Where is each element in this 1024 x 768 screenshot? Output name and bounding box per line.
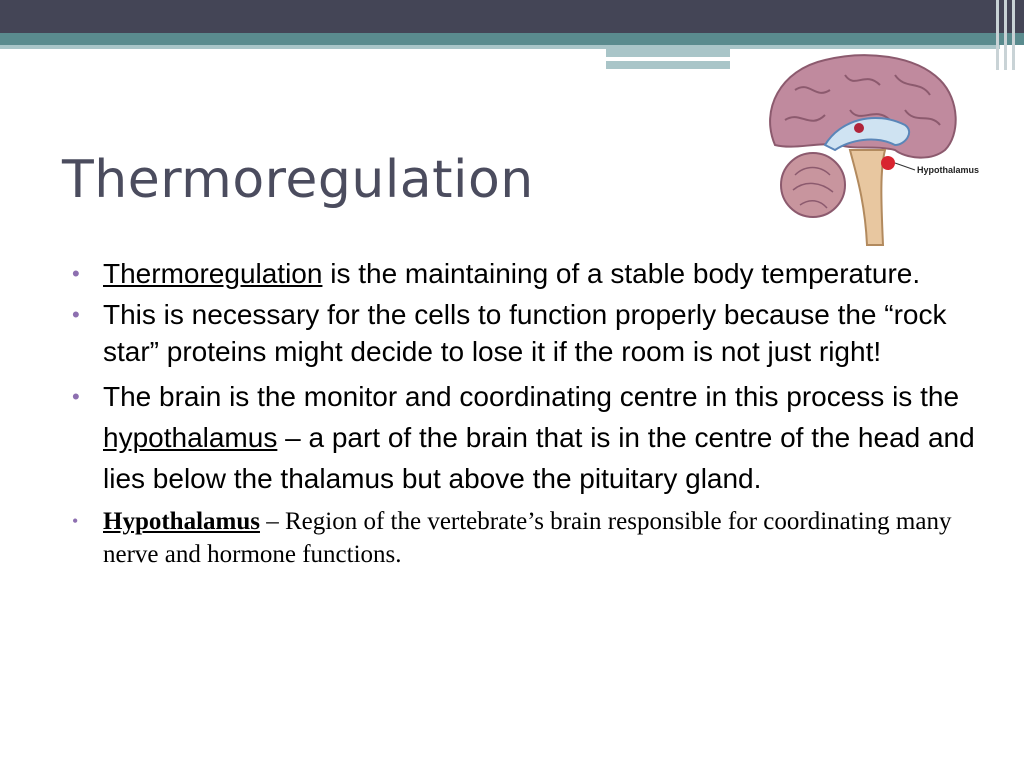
bullet-text: This is necessary for the cells to function properly because the “rock star” proteins might decide to lose it if the room is not just right!	[103, 299, 947, 367]
accent-block-lower	[606, 61, 730, 69]
term-thermoregulation: Thermoregulation	[103, 258, 323, 289]
bullet-item	[72, 376, 992, 499]
slide-title: Thermoregulation	[62, 150, 534, 210]
bullet-dot: •	[72, 511, 79, 531]
bullet-dot: •	[72, 384, 80, 409]
decorative-lines	[992, 0, 1024, 70]
bullet-dot: •	[72, 261, 80, 286]
bullet-item	[72, 255, 992, 292]
definition-text: – Region of the vertebrate’s brain responsible for coordinating many nerve and hormone functions.	[103, 508, 952, 568]
accent-block	[606, 49, 730, 57]
bullet-dot: •	[72, 302, 80, 327]
teal-light-stripe	[0, 45, 1000, 49]
bullet-text: – a part of the brain that is in the centre of the head and lies below the thalamus but above the pituitary gland.	[103, 422, 975, 494]
bullet-text: is the maintaining of a stable body temperature.	[322, 258, 921, 289]
term-hypothalamus: hypothalamus	[103, 422, 278, 453]
teal-stripe	[0, 33, 1024, 45]
hypothalamus-label: Hypothalamus	[917, 165, 980, 175]
header-bar	[0, 0, 1024, 33]
brain-diagram-image	[755, 50, 995, 250]
bullet-item	[72, 505, 992, 571]
bullet-text: The brain is the monitor and coordinating centre in this process is the	[103, 381, 960, 412]
bullet-list	[72, 255, 992, 571]
bullet-item	[72, 296, 992, 370]
term-definition: Hypothalamus	[103, 508, 260, 535]
